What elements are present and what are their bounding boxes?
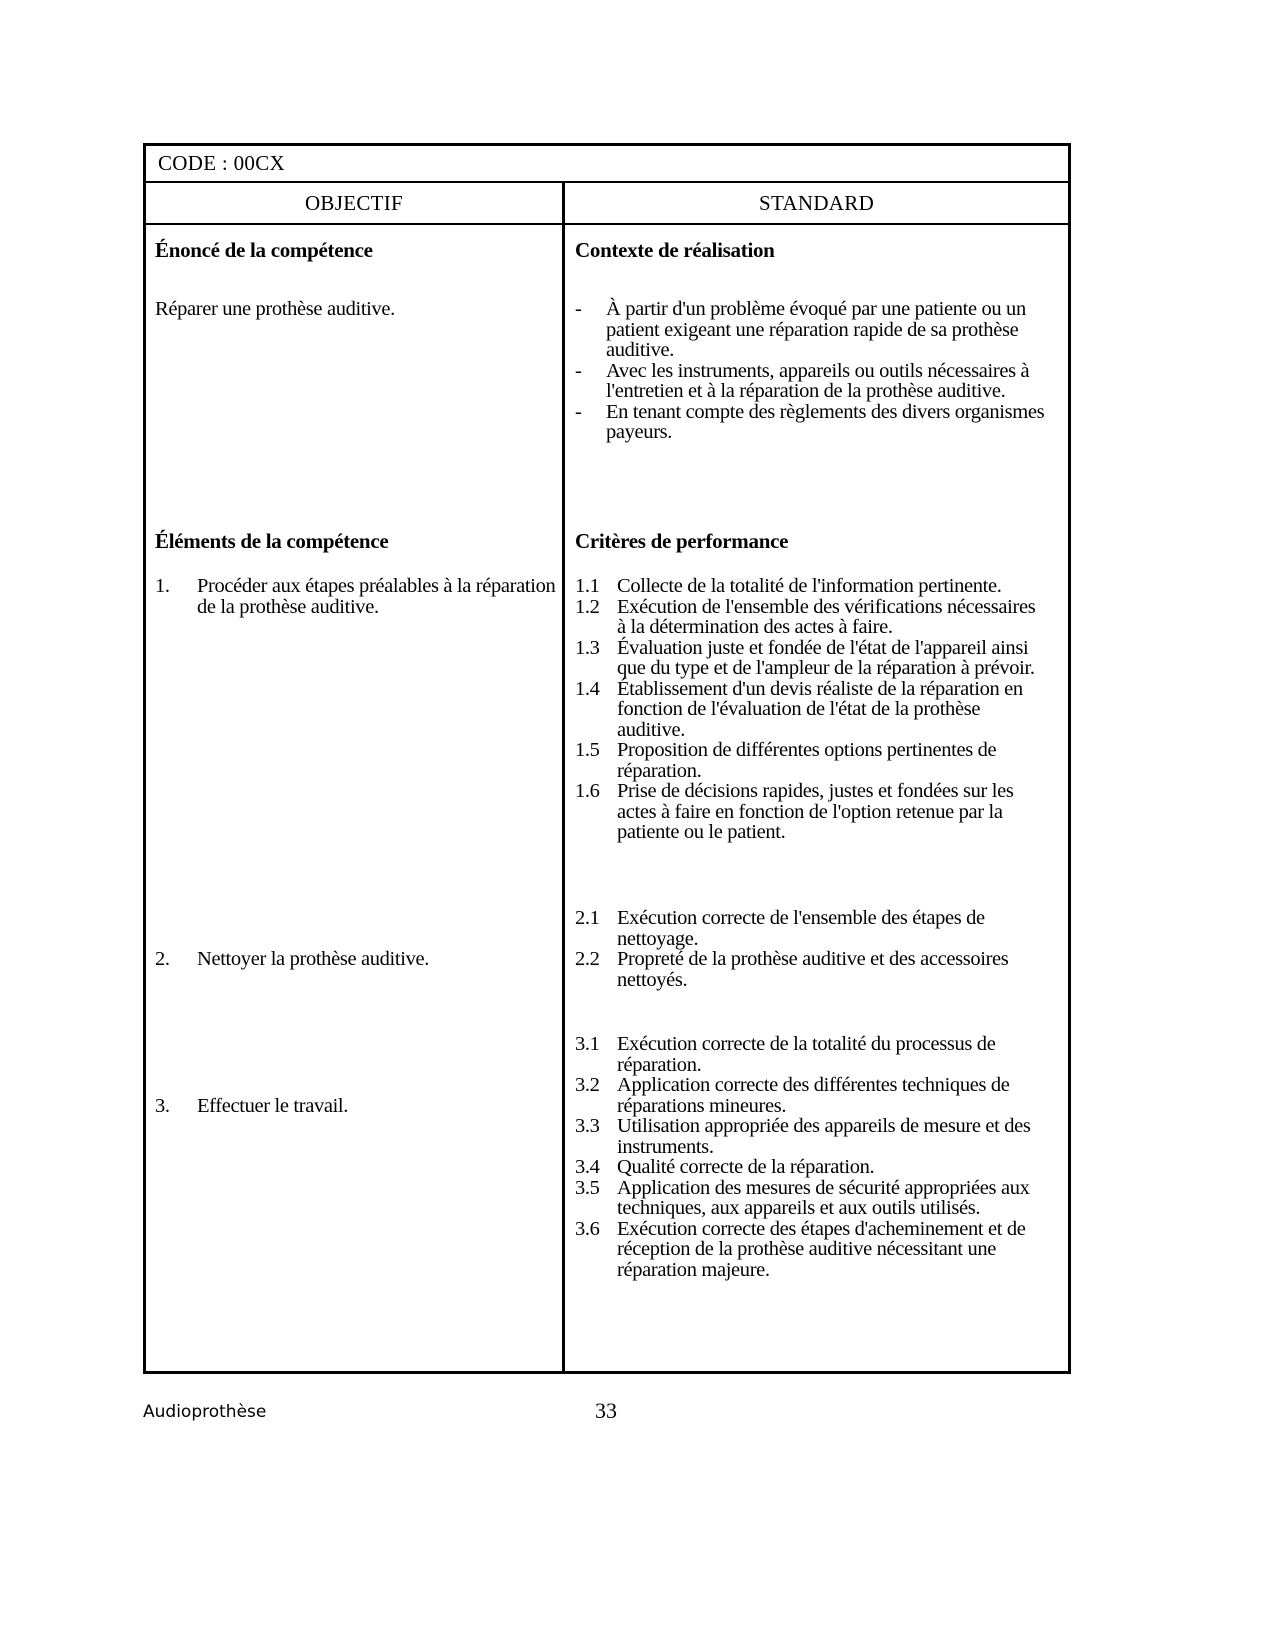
criterion-item	[575, 1034, 1045, 1075]
contexte-item	[575, 361, 1045, 402]
contexte-item-text: En tenant compte des règlements des divers organismes payeurs.	[606, 400, 1045, 443]
criterion-item	[575, 908, 1045, 949]
criterion-item	[575, 740, 1045, 781]
element-item	[155, 949, 567, 970]
contexte-item-number: -	[575, 298, 582, 320]
header-objectif: OBJECTIF	[304, 191, 404, 215]
criteres-heading: Critères de performance	[575, 529, 789, 553]
criterion-item-text: Application des mesures de sécurité appropriées aux techniques, aux appareils et aux outils utilisés.	[617, 1176, 1030, 1219]
contexte-list	[575, 299, 1045, 443]
criterion-item	[575, 1075, 1045, 1116]
criterion-item	[575, 781, 1045, 843]
criterion-item	[575, 597, 1045, 638]
criterion-item	[575, 638, 1045, 679]
criterion-item-text: Collecte de la totalité de l'information pertinente.	[617, 575, 1002, 597]
criterion-item-text: Exécution correcte de l'ensemble des étapes de nettoyage.	[617, 907, 985, 950]
elements-heading: Éléments de la compétence	[155, 529, 389, 553]
element-number: 3.	[155, 1094, 170, 1117]
contexte-heading: Contexte de réalisation	[575, 238, 775, 262]
criterion-item-number: 1.2	[575, 595, 600, 618]
contexte-item-number: -	[575, 359, 582, 382]
criterion-item	[575, 1157, 1045, 1178]
criterion-item-text: Proposition de différentes options pertinentes de réparation.	[617, 739, 997, 782]
criterion-item-number: 1.1	[575, 575, 600, 597]
contexte-item-number: -	[575, 400, 582, 423]
criterion-item-text: Propreté de la prothèse auditive et des accessoires nettoyés.	[617, 948, 1009, 991]
criterion-item-text: Évaluation juste et fondée de l'état de l'appareil ainsi que du type et de l'ampleur de la réparation à prévoir.	[617, 636, 1035, 679]
criterion-item	[575, 1116, 1045, 1157]
contexte-item	[575, 402, 1045, 443]
element-text: Nettoyer la prothèse auditive.	[197, 948, 429, 970]
criterion-item-text: Qualité correcte de la réparation.	[617, 1156, 875, 1178]
element-number: 1.	[155, 575, 170, 597]
criteria-group-1	[575, 576, 1045, 843]
contexte-item-text: À partir d'un problème évoqué par une patiente ou un patient exigeant une réparation rapide de sa prothèse auditive.	[606, 298, 1026, 361]
criterion-item-number: 1.5	[575, 739, 600, 761]
criterion-item-text: Utilisation appropriée des appareils de mesure et des instruments.	[617, 1115, 1031, 1158]
criterion-item-text: Établissement d'un devis réaliste de la réparation en fonction de l'évaluation de l'état de la prothèse auditive.	[617, 677, 1023, 741]
criterion-item-number: 3.6	[575, 1217, 600, 1240]
element-item	[155, 576, 567, 617]
criterion-item-text: Prise de décisions rapides, justes et fondées sur les actes à faire en fonction de l'option retenue par la patiente ou le patient.	[617, 780, 1014, 843]
criterion-item-text: Exécution correcte des étapes d'acheminement et de réception de la prothèse auditive nécessitant une réparation majeure.	[617, 1217, 1026, 1281]
element-text: Effectuer le travail.	[197, 1094, 349, 1117]
criterion-item-number: 1.6	[575, 780, 600, 802]
criterion-item-number: 3.2	[575, 1074, 600, 1096]
criterion-item-text: Application correcte des différentes techniques de réparations mineures.	[617, 1074, 1010, 1117]
criterion-item-number: 2.2	[575, 948, 600, 970]
criterion-item-number: 3.3	[575, 1115, 600, 1137]
header-row	[146, 183, 1068, 225]
enonce-heading: Énoncé de la compétence	[155, 238, 373, 262]
criterion-item-number: 2.1	[575, 907, 600, 929]
criterion-item-number: 1.3	[575, 636, 600, 659]
page-number: 33	[595, 1398, 617, 1423]
criterion-item-text: Exécution correcte de la totalité du processus de réparation.	[617, 1033, 996, 1076]
criteria-group-3	[575, 1034, 1045, 1280]
enonce-text: Réparer une prothèse auditive.	[155, 298, 395, 320]
contexte-item	[575, 299, 1045, 361]
criterion-item-number: 3.4	[575, 1156, 600, 1178]
criterion-item	[575, 949, 1045, 990]
element-text: Procéder aux étapes préalables à la réparation de la prothèse auditive.	[197, 575, 556, 618]
competency-code: CODE : 00CX	[158, 151, 285, 175]
criterion-item	[575, 1178, 1045, 1219]
contexte-item-text: Avec les instruments, appareils ou outils nécessaires à l'entretien et à la réparation de la prothèse auditive.	[606, 359, 1030, 402]
element-number: 2.	[155, 948, 170, 970]
criterion-item-text: Exécution de l'ensemble des vérifications nécessaires à la détermination des actes à faire.	[617, 595, 1036, 638]
criterion-item	[575, 576, 1045, 597]
criterion-item	[575, 1219, 1045, 1281]
header-standard: STANDARD	[758, 191, 875, 215]
criterion-item	[575, 679, 1045, 741]
footer-document-title: Audioprothèse	[143, 1402, 267, 1422]
criterion-item-number: 3.5	[575, 1176, 600, 1199]
column-divider	[562, 183, 565, 1371]
element-item	[155, 1096, 567, 1117]
criteria-group-2	[575, 908, 1045, 990]
code-row	[146, 146, 1068, 183]
criterion-item-number: 3.1	[575, 1033, 600, 1055]
criterion-item-number: 1.4	[575, 677, 600, 700]
